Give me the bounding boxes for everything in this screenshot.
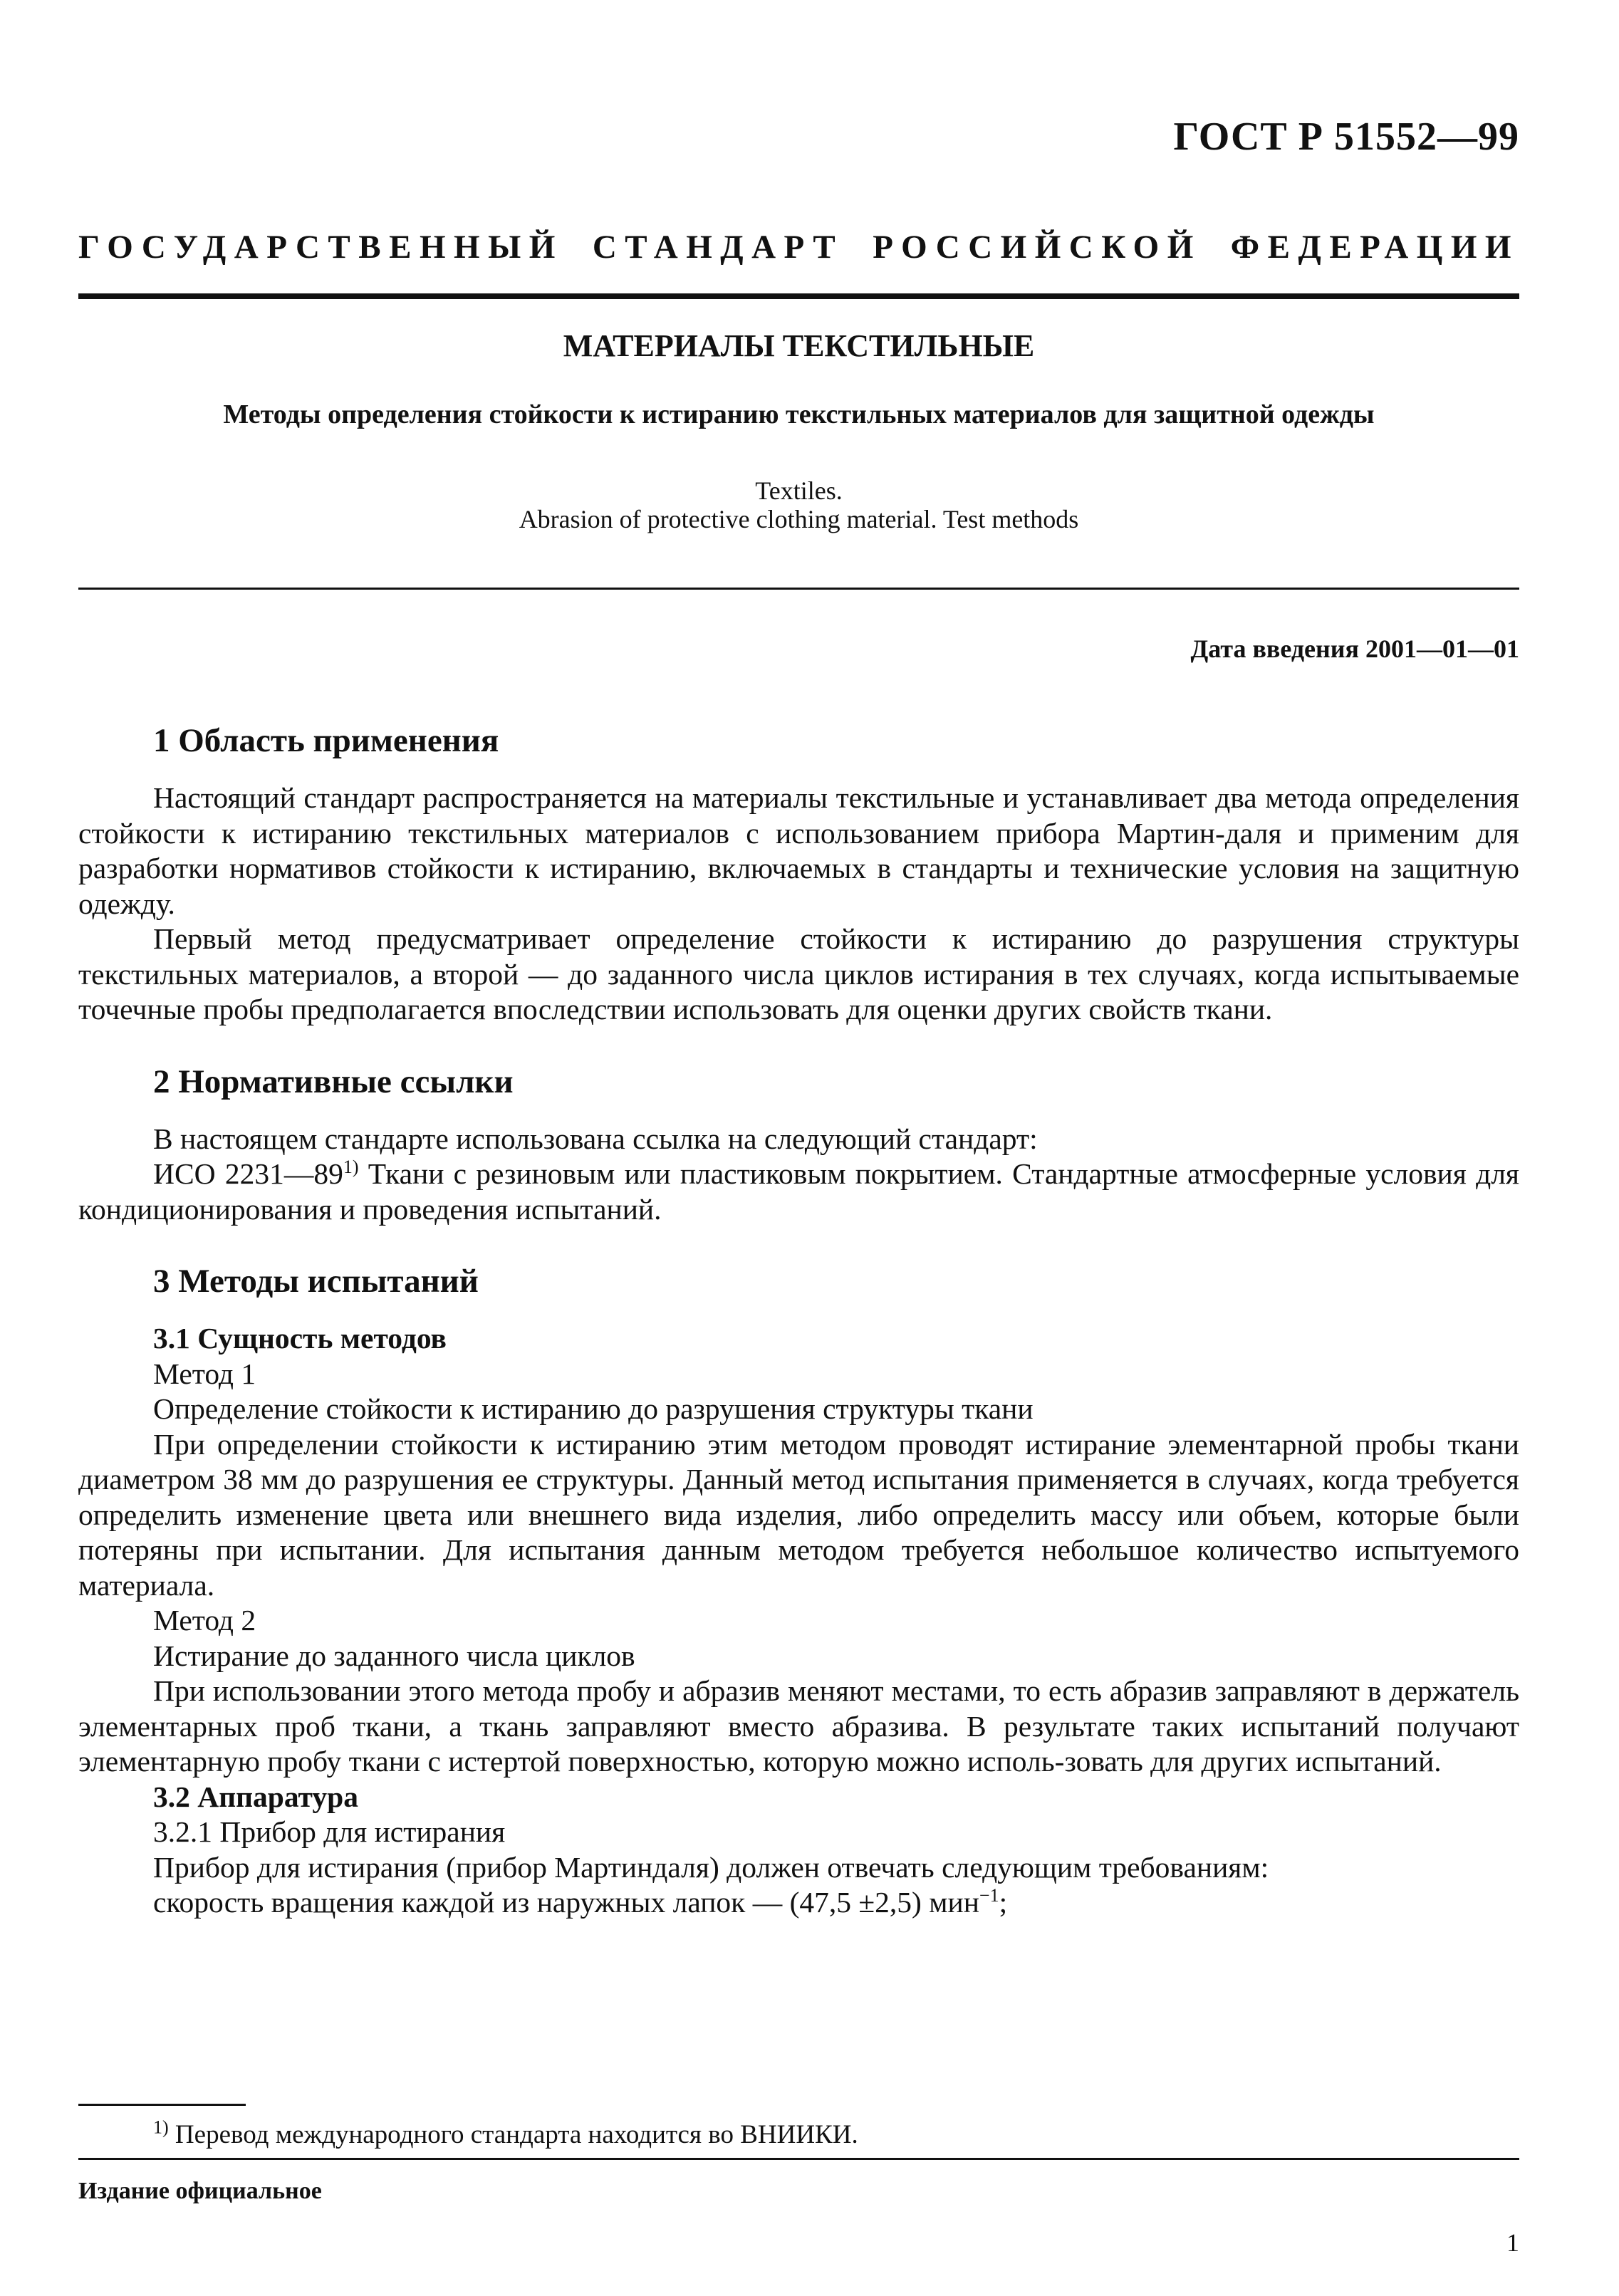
section-2-heading: 2 Нормативные ссылки	[153, 1063, 514, 1100]
reference-footnote-mark: 1)	[343, 1157, 359, 1178]
footnote	[153, 2119, 858, 2150]
footnote-mark: 1)	[153, 2117, 169, 2138]
subsection-3-1-heading: 3.1 Сущность методов	[153, 1322, 447, 1355]
subsection-3-2-1-heading: 3.2.1 Прибор для истирания	[153, 1815, 506, 1848]
subsection-3-2-heading: 3.2 Аппаратура	[153, 1780, 358, 1813]
subsection-3-2-1-text: Прибор для истирания (прибор Мартиндаля) должен отвечать следующим требованиям:	[153, 1850, 1269, 1884]
english-title-line-2: Abrasion of protective clothing material. Test methods	[519, 505, 1079, 533]
footnote-text: Перевод международного стандарта находится во ВНИИКИ.	[168, 2120, 858, 2149]
reference-text: Ткани с резиновым или пластиковым покрытием. Стандартные атмосферные условия для кондиционирования и проведения испытаний.	[78, 1157, 1519, 1226]
section-2-paragraph-1: В настоящем стандарте использована ссылка на следующий стандарт:	[153, 1122, 1038, 1155]
method-2-label: Метод 2	[153, 1604, 256, 1637]
section-3-heading: 3 Методы испытаний	[153, 1263, 479, 1300]
english-title-line-1: Textiles.	[755, 476, 843, 505]
document-body	[78, 719, 1519, 1921]
method-1-label: Метод 1	[153, 1357, 256, 1390]
section-1-paragraph-1: Настоящий стандарт распространяется на материалы текстильные и устанавливает два метода определения стойкости к истиранию текстильных материалов с использованием прибора Мартин-даля и применим для разработки нормативов стойкости к истиранию, включаемых в стандарты и технические условия на защитную одежду.	[78, 781, 1519, 920]
page-number: 1	[1506, 2228, 1519, 2257]
gost-code: ГОСТ Р 51552—99	[1173, 115, 1519, 159]
introduction-date: Дата введения 2001—01—01	[1190, 635, 1519, 663]
title-divider-rule	[78, 588, 1519, 590]
method-1-title: Определение стойкости к истиранию до разрушения структуры ткани	[153, 1392, 1034, 1425]
rotation-speed-exponent: −1	[979, 1885, 999, 1906]
method-2-title: Истирание до заданного числа циклов	[153, 1639, 635, 1672]
footer-rule	[78, 2158, 1519, 2160]
header-thick-rule	[78, 293, 1519, 299]
document-subtitle: Методы определения стойкости к истиранию текстильных материалов для защитной одежды	[223, 400, 1375, 429]
document-title: МАТЕРИАЛЫ ТЕКСТИЛЬНЫЕ	[563, 328, 1035, 363]
footnote-rule	[78, 2104, 246, 2106]
rotation-speed-end: ;	[999, 1886, 1008, 1919]
section-1-heading: 1 Область применения	[153, 722, 499, 759]
reference-code: ИСО 2231—89	[153, 1157, 343, 1190]
section-1-paragraph-2: Первый метод предусматривает определение стойкости к истиранию до разрушения структуры текстильных материалов, а второй — до заданного числа циклов истирания в тех случаях, когда испытываемые точечные пробы предполагается впоследствии использовать для оценки других свойств ткани.	[78, 922, 1519, 1026]
section-2-reference	[78, 1157, 1519, 1227]
rotation-speed-text: скорость вращения каждой из наружных лапок — (47,5 ±2,5) мин	[153, 1886, 979, 1919]
edition-note: Издание официальное	[78, 2178, 322, 2204]
rotation-speed-requirement	[78, 1885, 1519, 1921]
method-1-text: При определении стойкости к истиранию этим методом проводят истирание элементарной пробы ткани диаметром 38 мм до разрушения ее структуры. Данный метод испытания применяется в случаях, когда требуется определить изменение цвета или внешнего вида изделия, либо определить массу или объем, которые были потеряны при испытании. Для испытания данным методом требуется небольшое количество испытуемого материала.	[78, 1427, 1519, 1602]
method-2-text: При использовании этого метода пробу и абразив меняют местами, то есть абразив заправляют в держатель элементарных проб ткани, а ткань заправляют вместо абразива. В результате таких испытаний получают элементарную пробу ткани с истертой поверхностью, которую можно исполь-зовать для других испытаний.	[78, 1674, 1519, 1778]
state-standard-title: ГОСУДАРСТВЕННЫЙ СТАНДАРТ РОССИЙСКОЙ ФЕДЕРАЦИИ	[78, 229, 1519, 266]
